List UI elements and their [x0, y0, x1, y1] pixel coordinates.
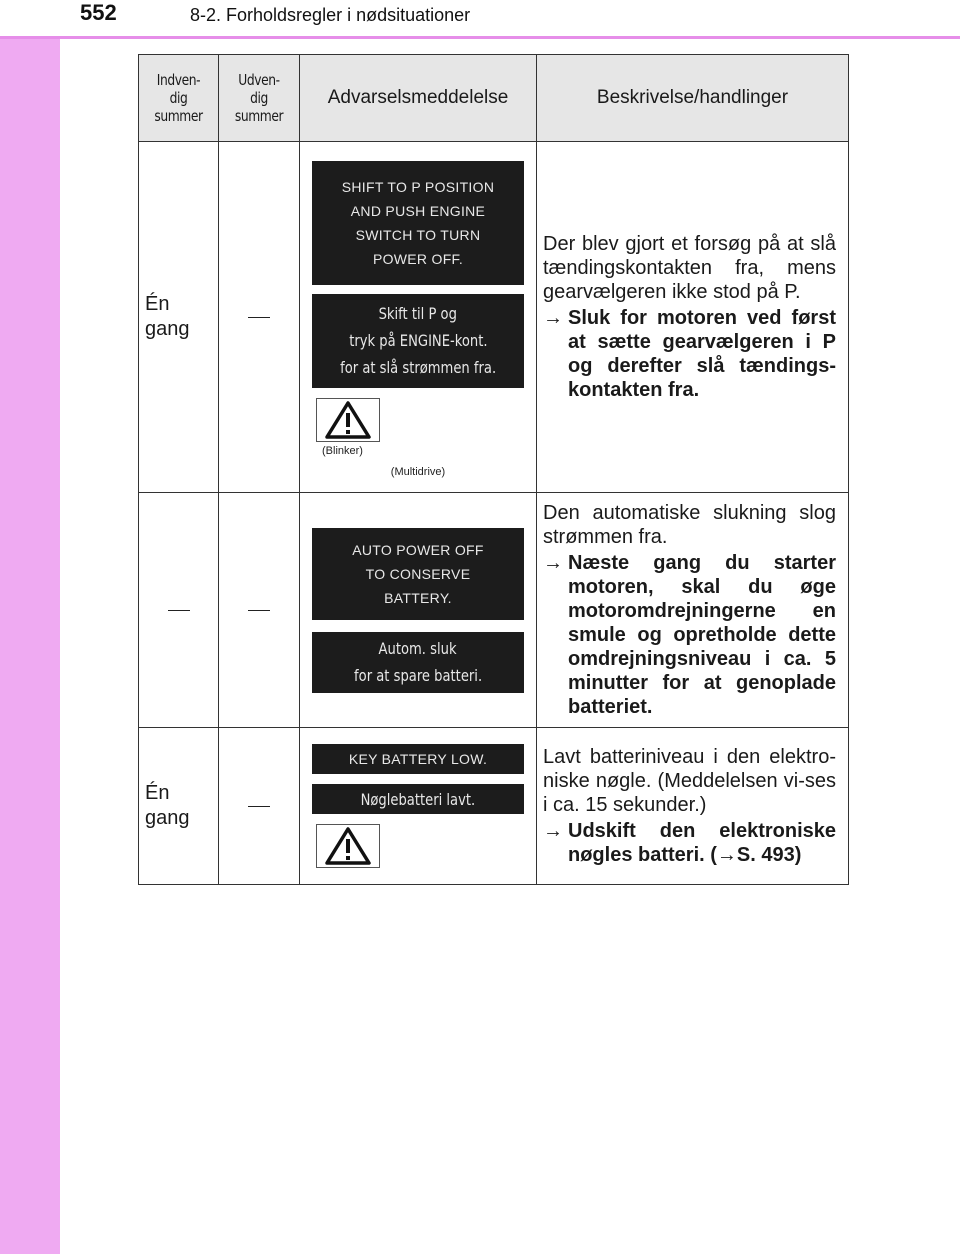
warning-triangle-icon — [316, 824, 380, 868]
dash-mark — [248, 317, 270, 318]
internal-buzzer-cell: Én gang — [139, 142, 219, 493]
external-buzzer-cell — [219, 493, 300, 728]
display-message-en: AUTO POWER OFF TO CONSERVE BATTERY. — [312, 528, 524, 620]
page-number: 552 — [80, 0, 117, 25]
warning-triangle-icon — [323, 400, 373, 440]
display-message-en: SHIFT TO P POSITION AND PUSH ENGINE SWITCH TO TURN POWER OFF. — [312, 161, 524, 285]
description-cell — [537, 493, 849, 728]
description-text: Der blev gjort et forsøg på at slå tændingskontakten fra, mens gearvælgeren ikke stod på P. — [543, 233, 836, 303]
display-message-en: KEY BATTERY LOW. — [312, 744, 524, 774]
description-cell — [537, 142, 849, 493]
warning-triangle-icon — [316, 398, 380, 442]
description-cell — [537, 728, 849, 885]
header-divider — [0, 36, 960, 39]
dash-mark — [168, 610, 190, 611]
side-band — [0, 0, 60, 1254]
table-row — [139, 142, 849, 493]
description-text: Lavt batteriniveau i den elektro-niske nøgle. (Meddelelsen vi-ses i ca. 15 sekunder.) — [543, 746, 836, 816]
internal-buzzer-cell — [139, 493, 219, 728]
header-external-buzzer: Udven- dig summer — [219, 55, 300, 142]
warning-message-cell — [300, 728, 537, 885]
warning-message-cell — [300, 142, 537, 493]
arrow-icon: → — [543, 820, 563, 842]
display-message-da: Nøglebatteri lavt. — [312, 784, 524, 814]
action-text: → Sluk for motoren ved først at sætte gearvælgeren i P og derefter slå tændings-kontakten fra. — [543, 307, 836, 401]
description-text: Den automatiske slukning slog strømmen fra. — [543, 502, 836, 548]
header-description: Beskrivelse/handlinger — [537, 55, 849, 142]
internal-buzzer-cell: Én gang — [139, 728, 219, 885]
table-header-row — [139, 55, 849, 142]
table-row — [139, 728, 849, 885]
arrow-icon: → — [543, 552, 563, 574]
header-internal-buzzer: Indven- dig summer — [139, 55, 219, 142]
external-buzzer-cell — [219, 142, 300, 493]
display-caption: (Multidrive) — [390, 465, 446, 478]
action-text: → Udskift den elektroniske nøgles batteri. (→S. 493) — [543, 820, 836, 866]
action-text: → Næste gang du starter motoren, skal du øge motoromdrejningerne en smule og opretholde dette omdrejningsniveau i ca. 5 minutter for at genoplade batteriet. — [543, 552, 836, 718]
top-band — [0, 0, 960, 38]
dash-mark — [248, 806, 270, 807]
warning-triangle-icon — [323, 826, 373, 866]
header-warning-message: Advarselsmeddelelse — [300, 55, 537, 142]
arrow-icon: → — [543, 307, 563, 329]
arrow-icon: → — [716, 844, 737, 866]
display-message-da: Autom. sluk for at spare batteri. — [312, 632, 524, 693]
warning-messages-table — [138, 54, 849, 885]
warning-message-cell — [300, 493, 537, 728]
dash-mark — [248, 610, 270, 611]
icon-caption: (Blinker) — [322, 444, 363, 457]
table-row — [139, 493, 849, 728]
section-title: 8-2. Forholdsregler i nødsituationer — [190, 5, 471, 25]
external-buzzer-cell — [219, 728, 300, 885]
display-message-da: Skift til P og tryk på ENGINE-kont. for at slå strømmen fra. — [312, 294, 524, 388]
